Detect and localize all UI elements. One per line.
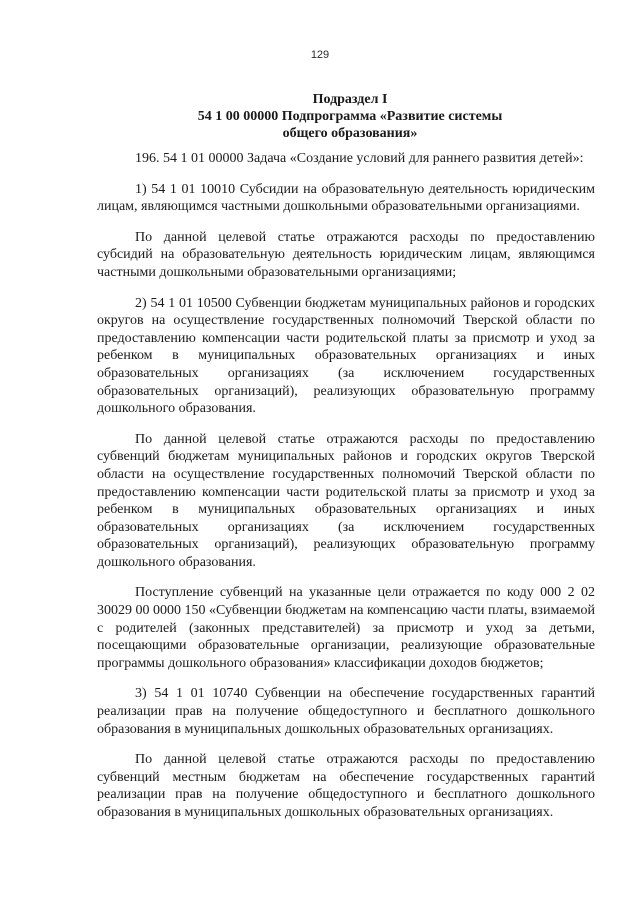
- paragraph-item-2-description: По данной целевой статье отражаются расходы по предоставлению субвенций бюджетам муниципальных районов и городских округов Тверской области на осуществление государственных полномочий Тверской области по предоставлению компенсации части родительской платы за присмотр и уход за ребенком в муниципальных образовательных организациях и иных образовательных организациях (за исключением государственных образовательных организаций), реализующих образовательную программу дошкольного образования.: [97, 431, 595, 570]
- heading-line-2: 54 1 00 00000 Подпрограмма «Развитие системы: [197, 109, 503, 124]
- heading-line-1: Подраздел I: [312, 92, 388, 107]
- paragraph-item-2-revenue-code: Поступление субвенций на указанные цели отражается по коду 000 2 02 30029 00 0000 150 «Субвенции бюджетам на компенсацию части платы, взимаемой с родителей (законных представителей) за присмотр и уход за детьми, посещающими образовательные организации, реализующие образовательные программы дошкольного образования» классификации доходов бюджетов;: [97, 585, 595, 671]
- paragraph-item-1-description: По данной целевой статье отражаются расходы по предоставлению субсидий на образовательную деятельность юридическим лицам, являющимся частными дошкольными образовательными организациями;: [97, 229, 595, 280]
- heading-line-3: общего образования»: [282, 126, 418, 141]
- paragraph-item-1: 1) 54 1 01 10010 Субсидии на образовательную деятельность юридическим лицам, являющимся частными дошкольными образовательными организациями.: [97, 181, 595, 215]
- document-body: [97, 150, 595, 835]
- paragraph-item-3-description: По данной целевой статье отражаются расходы по предоставлению субвенций местным бюджетам на обеспечение государственных гарантий реализации прав на получение общедоступного и бесплатного дошкольного образования в муниципальных дошкольных образовательных организациях.: [97, 752, 595, 820]
- page-number: 129: [310, 49, 330, 61]
- paragraph-task-196: 196. 54 1 01 00000 Задача «Создание условий для раннего развития детей»:: [135, 151, 584, 166]
- paragraph-item-3: 3) 54 1 01 10740 Субвенции на обеспечение государственных гарантий реализации прав на получение общедоступного и бесплатного дошкольного образования в муниципальных дошкольных образовательных организациях.: [97, 686, 595, 737]
- section-heading: [150, 91, 550, 142]
- paragraph-item-2: 2) 54 1 01 10500 Субвенции бюджетам муниципальных районов и городских округов на осуществление государственных полномочий Тверской области по предоставлению компенсации части родительской платы за присмотр и уход за ребенком в муниципальных образовательных организациях и иных образовательных организациях (за исключением государственных образовательных организаций), реализующих образовательную программу дошкольного образования.: [97, 295, 595, 417]
